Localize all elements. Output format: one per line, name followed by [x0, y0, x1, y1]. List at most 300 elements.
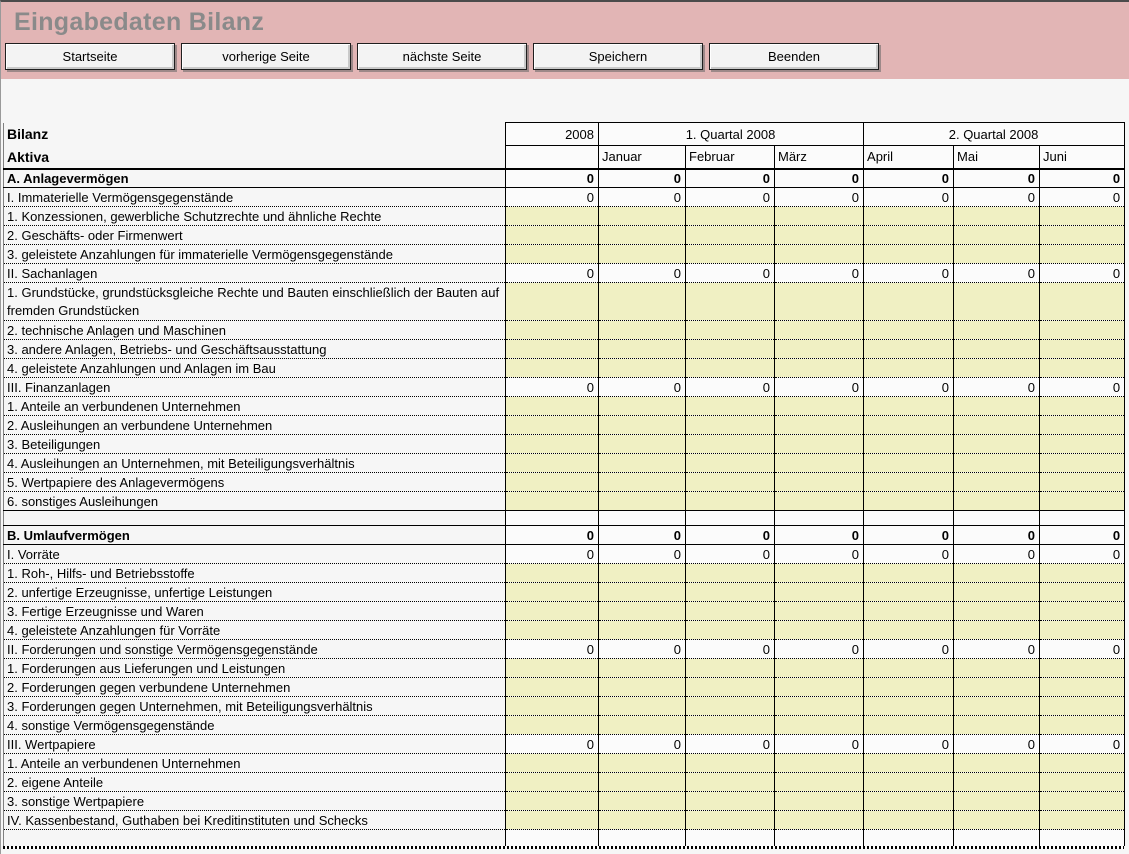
input-cell[interactable]: [506, 340, 599, 359]
row-label: 2. eigene Anteile: [4, 773, 506, 792]
value-cell: [864, 830, 954, 846]
value-cell: [954, 830, 1040, 846]
input-cell[interactable]: [1040, 773, 1125, 792]
input-cell[interactable]: [506, 207, 599, 226]
input-cell[interactable]: [599, 602, 686, 621]
input-cell[interactable]: [506, 321, 599, 340]
input-cell[interactable]: [775, 226, 864, 245]
input-cell[interactable]: [686, 207, 775, 226]
table-row: [4, 283, 1125, 321]
input-cell[interactable]: [775, 621, 864, 640]
table-row: [4, 378, 1125, 397]
input-cell[interactable]: [506, 245, 599, 264]
input-cell[interactable]: [599, 811, 686, 830]
input-cell[interactable]: [775, 207, 864, 226]
row-label: 3. andere Anlagen, Betriebs- und Geschäftsausstattung: [4, 340, 506, 359]
input-cell[interactable]: [864, 697, 954, 716]
input-cell[interactable]: [506, 754, 599, 773]
input-cell[interactable]: [954, 754, 1040, 773]
sheet-title-bilanz: Bilanz: [7, 126, 49, 142]
input-cell[interactable]: [775, 602, 864, 621]
input-cell[interactable]: [599, 435, 686, 454]
input-cell[interactable]: [954, 340, 1040, 359]
input-cell[interactable]: [599, 678, 686, 697]
input-cell[interactable]: [775, 659, 864, 678]
input-cell[interactable]: [1040, 659, 1125, 678]
header-row-year: [4, 123, 1125, 146]
row-label: 3. Forderungen gegen Unternehmen, mit Beteiligungsverhältnis: [4, 697, 506, 716]
input-cell[interactable]: [954, 678, 1040, 697]
input-cell[interactable]: [506, 435, 599, 454]
value-cell: 0: [1040, 526, 1125, 545]
value-cell: 0: [954, 735, 1040, 754]
input-cell[interactable]: [864, 621, 954, 640]
input-cell[interactable]: [686, 245, 775, 264]
input-cell[interactable]: [775, 583, 864, 602]
value-cell: 0: [775, 526, 864, 545]
value-cell: 0: [954, 188, 1040, 207]
value-cell: 0: [599, 188, 686, 207]
value-cell: 0: [864, 169, 954, 188]
input-cell[interactable]: [686, 697, 775, 716]
input-cell[interactable]: [599, 583, 686, 602]
table-row: [4, 621, 1125, 640]
input-cell[interactable]: [954, 792, 1040, 811]
input-cell[interactable]: [775, 340, 864, 359]
input-cell[interactable]: [686, 583, 775, 602]
month-header-april: April: [864, 146, 954, 169]
page-title: Eingabedaten Bilanz: [14, 8, 265, 36]
row-label: 2. Geschäfts- oder Firmenwert: [4, 226, 506, 245]
input-cell[interactable]: [864, 492, 954, 511]
input-cell[interactable]: [506, 283, 599, 321]
input-cell[interactable]: [686, 340, 775, 359]
value-cell: 0: [864, 188, 954, 207]
speichern-button[interactable]: Speichern: [533, 43, 703, 70]
beenden-button[interactable]: Beenden: [709, 43, 879, 70]
input-cell[interactable]: [954, 659, 1040, 678]
input-cell[interactable]: [1040, 754, 1125, 773]
quarter-2-header: 2. Quartal 2008: [864, 123, 1125, 146]
row-label: 2. Ausleihungen an verbundene Unternehmen: [4, 416, 506, 435]
input-cell[interactable]: [599, 226, 686, 245]
input-cell[interactable]: [775, 678, 864, 697]
value-cell: [1040, 830, 1125, 846]
input-cell[interactable]: [599, 321, 686, 340]
month-header-januar: Januar: [599, 146, 686, 169]
row-label: 3. Fertige Erzeugnisse und Waren: [4, 602, 506, 621]
value-cell: [954, 511, 1040, 526]
input-cell[interactable]: [864, 397, 954, 416]
row-label: 2. unfertige Erzeugnisse, unfertige Leistungen: [4, 583, 506, 602]
value-cell: 0: [599, 264, 686, 283]
input-cell[interactable]: [775, 397, 864, 416]
input-cell[interactable]: [506, 454, 599, 473]
input-cell[interactable]: [1040, 454, 1125, 473]
input-cell[interactable]: [954, 245, 1040, 264]
input-cell[interactable]: [864, 359, 954, 378]
sheet-title-cell: [4, 123, 506, 146]
input-cell[interactable]: [599, 454, 686, 473]
input-cell[interactable]: [775, 564, 864, 583]
input-cell[interactable]: [1040, 564, 1125, 583]
input-cell[interactable]: [954, 321, 1040, 340]
row-label: 6. sonstiges Ausleihungen: [4, 492, 506, 511]
input-cell[interactable]: [686, 492, 775, 511]
input-cell[interactable]: [506, 397, 599, 416]
input-cell[interactable]: [686, 602, 775, 621]
table-row: [4, 511, 1125, 526]
value-cell: 0: [954, 169, 1040, 188]
row-label: 4. geleistete Anzahlungen für Vorräte: [4, 621, 506, 640]
input-cell[interactable]: [954, 359, 1040, 378]
input-cell[interactable]: [864, 473, 954, 492]
value-cell: 0: [864, 735, 954, 754]
input-cell[interactable]: [954, 397, 1040, 416]
table-row: [4, 583, 1125, 602]
input-cell[interactable]: [775, 811, 864, 830]
input-cell[interactable]: [864, 454, 954, 473]
input-cell[interactable]: [954, 564, 1040, 583]
value-cell: 0: [864, 640, 954, 659]
row-label: 5. Wertpapiere des Anlagevermögens: [4, 473, 506, 492]
table-row: [4, 830, 1125, 846]
value-cell: 0: [1040, 378, 1125, 397]
input-cell[interactable]: [1040, 492, 1125, 511]
vorherige-seite-button[interactable]: vorherige Seite: [181, 43, 351, 70]
value-cell: 0: [599, 526, 686, 545]
row-label: I. Vorräte: [4, 545, 506, 564]
value-cell: 0: [1040, 169, 1125, 188]
input-cell[interactable]: [1040, 621, 1125, 640]
input-cell[interactable]: [864, 602, 954, 621]
input-cell[interactable]: [1040, 226, 1125, 245]
value-cell: [686, 511, 775, 526]
input-cell[interactable]: [686, 678, 775, 697]
value-cell: [506, 830, 599, 846]
row-label: I. Immaterielle Vermögensgegenstände: [4, 188, 506, 207]
input-cell[interactable]: [506, 659, 599, 678]
table-row: [4, 773, 1125, 792]
balance-sheet: [3, 122, 1125, 849]
input-cell[interactable]: [686, 226, 775, 245]
value-cell: 0: [599, 545, 686, 564]
input-cell[interactable]: [506, 697, 599, 716]
input-cell[interactable]: [599, 754, 686, 773]
row-label: 1. Anteile an verbundenen Unternehmen: [4, 754, 506, 773]
input-cell[interactable]: [506, 792, 599, 811]
table-row: [4, 416, 1125, 435]
input-cell[interactable]: [1040, 602, 1125, 621]
input-cell[interactable]: [954, 226, 1040, 245]
input-cell[interactable]: [775, 473, 864, 492]
input-cell[interactable]: [506, 716, 599, 735]
input-cell[interactable]: [1040, 321, 1125, 340]
input-cell[interactable]: [686, 716, 775, 735]
row-label: [4, 830, 506, 846]
input-cell[interactable]: [506, 359, 599, 378]
value-cell: 0: [686, 735, 775, 754]
value-cell: 0: [1040, 188, 1125, 207]
input-cell[interactable]: [506, 473, 599, 492]
input-cell[interactable]: [599, 340, 686, 359]
row-label: 4. sonstige Vermögensgegenstände: [4, 716, 506, 735]
input-cell[interactable]: [1040, 416, 1125, 435]
input-cell[interactable]: [954, 454, 1040, 473]
value-cell: [1040, 511, 1125, 526]
input-cell[interactable]: [506, 564, 599, 583]
startseite-button[interactable]: Startseite: [5, 43, 175, 70]
input-cell[interactable]: [1040, 792, 1125, 811]
input-cell[interactable]: [954, 583, 1040, 602]
value-cell: 0: [686, 526, 775, 545]
table-row: [4, 792, 1125, 811]
row-label: 1. Roh-, Hilfs- und Betriebsstoffe: [4, 564, 506, 583]
input-cell[interactable]: [599, 283, 686, 321]
row-label: 1. Anteile an verbundenen Unternehmen: [4, 397, 506, 416]
value-cell: 0: [686, 264, 775, 283]
table-row: [4, 321, 1125, 340]
input-cell[interactable]: [686, 454, 775, 473]
input-cell[interactable]: [954, 697, 1040, 716]
input-cell[interactable]: [506, 811, 599, 830]
value-cell: 0: [864, 526, 954, 545]
input-cell[interactable]: [864, 245, 954, 264]
input-cell[interactable]: [954, 435, 1040, 454]
input-cell[interactable]: [599, 716, 686, 735]
table-row: [4, 735, 1125, 754]
input-cell[interactable]: [686, 773, 775, 792]
input-cell[interactable]: [506, 602, 599, 621]
input-cell[interactable]: [954, 773, 1040, 792]
input-cell[interactable]: [954, 492, 1040, 511]
input-cell[interactable]: [775, 716, 864, 735]
row-label: 3. geleistete Anzahlungen für immaterielle Vermögensgegenstände: [4, 245, 506, 264]
input-cell[interactable]: [686, 359, 775, 378]
input-cell[interactable]: [775, 321, 864, 340]
table-bottom-border: [3, 846, 1124, 849]
input-cell[interactable]: [599, 397, 686, 416]
input-cell[interactable]: [686, 397, 775, 416]
input-cell[interactable]: [599, 564, 686, 583]
input-cell[interactable]: [864, 754, 954, 773]
year-spacer-cell: [506, 146, 599, 169]
input-cell[interactable]: [1040, 435, 1125, 454]
table-row: [4, 454, 1125, 473]
input-cell[interactable]: [686, 283, 775, 321]
input-cell[interactable]: [599, 416, 686, 435]
table-row: [4, 602, 1125, 621]
table-row: [4, 754, 1125, 773]
value-cell: 0: [775, 545, 864, 564]
table-row: [4, 473, 1125, 492]
input-cell[interactable]: [954, 473, 1040, 492]
input-cell[interactable]: [1040, 359, 1125, 378]
value-cell: [599, 511, 686, 526]
input-cell[interactable]: [864, 207, 954, 226]
input-cell[interactable]: [1040, 283, 1125, 321]
input-cell[interactable]: [599, 697, 686, 716]
input-cell[interactable]: [775, 359, 864, 378]
table-row: [4, 640, 1125, 659]
value-cell: 0: [599, 378, 686, 397]
input-cell[interactable]: [775, 754, 864, 773]
naechste-seite-button[interactable]: nächste Seite: [357, 43, 527, 70]
input-cell[interactable]: [864, 564, 954, 583]
input-cell[interactable]: [775, 773, 864, 792]
table-row: [4, 811, 1125, 830]
value-cell: 0: [954, 264, 1040, 283]
row-label: 2. technische Anlagen und Maschinen: [4, 321, 506, 340]
input-cell[interactable]: [954, 621, 1040, 640]
input-cell[interactable]: [599, 207, 686, 226]
input-cell[interactable]: [686, 321, 775, 340]
input-cell[interactable]: [775, 245, 864, 264]
input-cell[interactable]: [686, 659, 775, 678]
input-cell[interactable]: [599, 621, 686, 640]
input-cell[interactable]: [775, 492, 864, 511]
input-cell[interactable]: [775, 792, 864, 811]
input-cell[interactable]: [1040, 207, 1125, 226]
row-label: 1. Konzessionen, gewerbliche Schutzrechte und ähnliche Rechte: [4, 207, 506, 226]
input-cell[interactable]: [775, 454, 864, 473]
input-cell[interactable]: [1040, 811, 1125, 830]
value-cell: 0: [775, 188, 864, 207]
value-cell: 0: [506, 526, 599, 545]
value-cell: 0: [954, 526, 1040, 545]
input-cell[interactable]: [864, 811, 954, 830]
input-cell[interactable]: [506, 773, 599, 792]
input-cell[interactable]: [599, 773, 686, 792]
input-cell[interactable]: [775, 435, 864, 454]
toolbar: [5, 43, 879, 70]
input-cell[interactable]: [599, 473, 686, 492]
input-cell[interactable]: [954, 716, 1040, 735]
row-label: 3. Beteiligungen: [4, 435, 506, 454]
input-cell[interactable]: [864, 435, 954, 454]
input-cell[interactable]: [599, 359, 686, 378]
quarter-1-header: 1. Quartal 2008: [599, 123, 864, 146]
input-cell[interactable]: [954, 283, 1040, 321]
value-cell: 0: [686, 545, 775, 564]
table-row: [4, 245, 1125, 264]
value-cell: 0: [599, 640, 686, 659]
input-cell[interactable]: [686, 416, 775, 435]
value-cell: 0: [775, 169, 864, 188]
row-label: 1. Grundstücke, grundstücksgleiche Rechte und Bauten einschließlich der Bauten auf fremden Grundstücken: [4, 283, 506, 321]
table-row: [4, 545, 1125, 564]
input-cell[interactable]: [864, 340, 954, 359]
input-cell[interactable]: [775, 283, 864, 321]
input-cell[interactable]: [686, 473, 775, 492]
input-cell[interactable]: [506, 678, 599, 697]
table-row: [4, 659, 1125, 678]
input-cell[interactable]: [1040, 678, 1125, 697]
value-cell: 0: [954, 378, 1040, 397]
input-cell[interactable]: [506, 416, 599, 435]
value-cell: 0: [506, 735, 599, 754]
value-cell: 0: [686, 169, 775, 188]
input-cell[interactable]: [864, 226, 954, 245]
input-cell[interactable]: [506, 492, 599, 511]
input-cell[interactable]: [864, 716, 954, 735]
value-cell: [775, 830, 864, 846]
input-cell[interactable]: [954, 416, 1040, 435]
input-cell[interactable]: [686, 621, 775, 640]
input-cell[interactable]: [1040, 583, 1125, 602]
input-cell[interactable]: [686, 754, 775, 773]
row-label: [4, 511, 506, 526]
input-cell[interactable]: [686, 435, 775, 454]
table-row: [4, 226, 1125, 245]
table-row: [4, 526, 1125, 545]
input-cell[interactable]: [775, 697, 864, 716]
row-label: IV. Kassenbestand, Guthaben bei Kreditinstituten und Schecks: [4, 811, 506, 830]
row-label: III. Finanzanlagen: [4, 378, 506, 397]
input-cell[interactable]: [954, 811, 1040, 830]
value-cell: 0: [775, 735, 864, 754]
value-cell: 0: [506, 545, 599, 564]
table-row: [4, 564, 1125, 583]
input-cell[interactable]: [864, 678, 954, 697]
value-cell: 0: [506, 188, 599, 207]
input-cell[interactable]: [775, 416, 864, 435]
table-row: [4, 697, 1125, 716]
input-cell[interactable]: [506, 621, 599, 640]
row-label: 1. Forderungen aus Lieferungen und Leistungen: [4, 659, 506, 678]
input-cell[interactable]: [1040, 245, 1125, 264]
value-cell: 0: [864, 378, 954, 397]
value-cell: 0: [1040, 264, 1125, 283]
value-cell: 0: [1040, 640, 1125, 659]
input-cell[interactable]: [1040, 340, 1125, 359]
sheet-title-aktiva: Aktiva: [7, 148, 50, 165]
input-cell[interactable]: [864, 583, 954, 602]
value-cell: 0: [864, 545, 954, 564]
input-cell[interactable]: [864, 659, 954, 678]
input-cell[interactable]: [1040, 473, 1125, 492]
value-cell: 0: [599, 169, 686, 188]
input-cell[interactable]: [864, 321, 954, 340]
input-cell[interactable]: [686, 811, 775, 830]
input-cell[interactable]: [954, 207, 1040, 226]
input-cell[interactable]: [864, 416, 954, 435]
input-cell[interactable]: [686, 792, 775, 811]
input-cell[interactable]: [599, 492, 686, 511]
row-label: A. Anlagevermögen: [4, 169, 506, 188]
value-cell: 0: [1040, 545, 1125, 564]
input-cell[interactable]: [599, 245, 686, 264]
input-cell[interactable]: [954, 602, 1040, 621]
input-cell[interactable]: [506, 226, 599, 245]
input-cell[interactable]: [1040, 697, 1125, 716]
value-cell: 0: [506, 169, 599, 188]
input-cell[interactable]: [864, 773, 954, 792]
table-row: [4, 264, 1125, 283]
input-cell[interactable]: [1040, 716, 1125, 735]
input-cell[interactable]: [599, 792, 686, 811]
header-banner: [1, 2, 1129, 79]
input-cell[interactable]: [864, 792, 954, 811]
input-cell[interactable]: [506, 583, 599, 602]
input-cell[interactable]: [1040, 397, 1125, 416]
input-cell[interactable]: [686, 564, 775, 583]
header-row-months: [4, 146, 1125, 169]
input-cell[interactable]: [599, 659, 686, 678]
input-cell[interactable]: [864, 283, 954, 321]
value-cell: 0: [506, 264, 599, 283]
value-cell: 0: [954, 545, 1040, 564]
